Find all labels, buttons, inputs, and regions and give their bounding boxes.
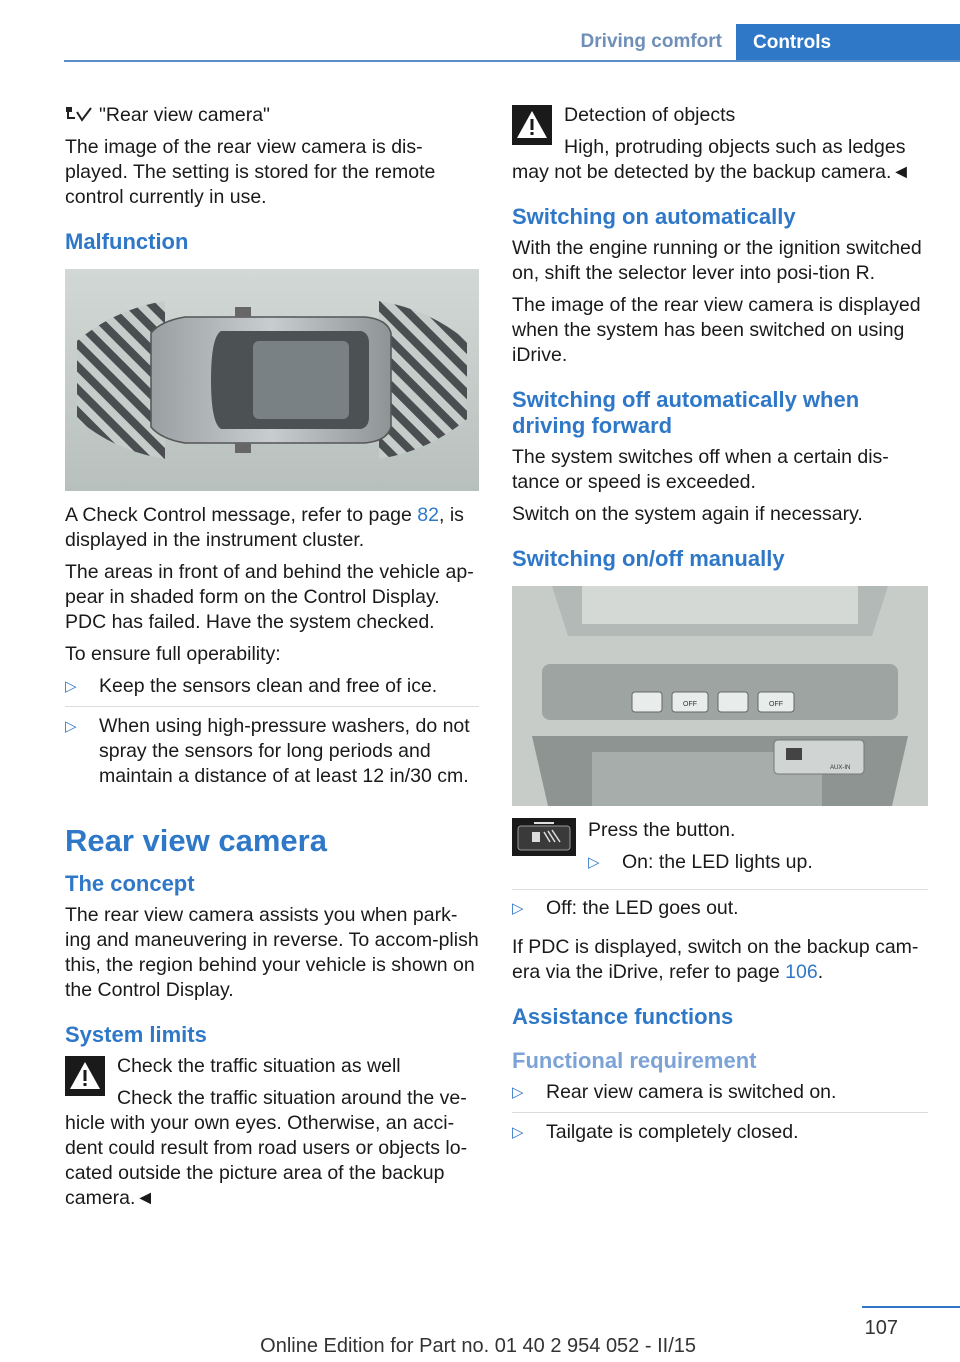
page-link-106[interactable]: 106 [785, 961, 818, 983]
list-item-text: On: the LED lights up. [622, 851, 813, 873]
malfunction-check-control [65, 503, 479, 553]
menu-item-line [65, 103, 479, 128]
concept-text: The rear view camera assists you when park-ing and maneuvering in reverse. To accom-plish this, the region behind your vehicle is shown on the Control Display. [65, 904, 479, 1001]
list-item [512, 1120, 928, 1152]
list-item [512, 896, 928, 928]
triangle-bullet-icon [588, 850, 600, 875]
auto-on-heading: Switching on automatically [512, 204, 796, 229]
list-item-text: Off: the LED goes out. [546, 897, 739, 919]
pdc-text-b: . [817, 961, 824, 983]
page-header [64, 24, 960, 62]
triangle-bullet-icon [512, 896, 524, 921]
warning-traffic [65, 1054, 479, 1211]
warning-triangle-icon [65, 1056, 105, 1096]
warning-detection [512, 103, 928, 185]
console-btn-label: OFF [683, 701, 697, 708]
console-figure [512, 586, 928, 806]
header-chapter-tab: Controls [736, 24, 960, 62]
section-heading-rear-view-camera: Rear view camera [65, 823, 327, 858]
list-item [588, 850, 928, 882]
auto-off-text-1: The system switches off when a certain dis-tance or speed is exceeded. [512, 446, 889, 493]
list-item [65, 714, 479, 796]
auto-on-text-2: The image of the rear view camera is displayed when the system has been switched on using iDrive. [512, 294, 921, 366]
malfunction-areas-text: The areas in front of and behind the vehicle ap-pear in shaded form on the Control Display. PDC has failed. Have the system checked. [65, 561, 474, 633]
header-section-title: Driving comfort [580, 31, 722, 52]
console-btn-label: OFF [769, 701, 783, 708]
system-limits-heading: System limits [65, 1022, 207, 1047]
malfunction-text-a: A Check Control message, refer to page [65, 504, 418, 526]
pdc-button-icon [512, 818, 576, 856]
press-button-text: Press the button. [588, 819, 736, 841]
list-item-text: When using high-pressure washers, do not spray the sensors for long periods and maintain a distance of at least 12 in/30 cm. [99, 715, 470, 787]
page-number: 107 [864, 1317, 898, 1339]
list-item [65, 674, 479, 707]
manual-heading: Switching on/off manually [512, 546, 785, 571]
ensure-operability: To ensure full operability: [65, 643, 281, 665]
console-aux-label: AUX-IN [830, 765, 851, 771]
center-console-illustration [512, 586, 928, 806]
footer-rule [862, 1306, 960, 1308]
list-item-text: Tailgate is completely closed. [546, 1121, 799, 1143]
warning-triangle-icon [512, 105, 552, 145]
functional-requirement-heading: Functional requirement [512, 1048, 757, 1073]
operability-list [65, 674, 479, 796]
triangle-bullet-icon [65, 714, 77, 739]
list-item-text: Rear view camera is switched on. [546, 1081, 837, 1103]
warning-title: Check the traffic situation as well [117, 1055, 401, 1077]
malfunction-heading: Malfunction [65, 229, 189, 254]
pdc-car-figure [65, 269, 479, 491]
page-footer [0, 1300, 960, 1362]
pdc-displayed-text [512, 935, 928, 985]
warning-title: Detection of objects [564, 104, 736, 126]
left-column [65, 103, 479, 1218]
triangle-bullet-icon [512, 1120, 524, 1145]
assistance-heading: Assistance functions [512, 1004, 734, 1029]
auto-on-text-1: With the engine running or the ignition switched on, shift the selector lever into posi-tion R. [512, 237, 922, 284]
page-link-82[interactable]: 82 [417, 504, 439, 526]
warning-text: Check the traffic situation around the ve-hicle with your own eyes. Otherwise, an acci-dent could result from road users or objects lo-cated outside the picture area of the backup camera.◄ [65, 1087, 468, 1209]
warning-text: High, protruding objects such as ledges may not be detected by the backup camera.◄ [512, 136, 911, 183]
triangle-bullet-icon [512, 1080, 524, 1105]
header-rule [64, 60, 960, 62]
requirement-list [512, 1080, 928, 1152]
list-item-text: Keep the sensors clean and free of ice. [99, 675, 438, 697]
concept-heading: The concept [65, 871, 195, 896]
menu-item-label: "Rear view camera" [99, 104, 270, 126]
auto-off-text-2: Switch on the system again if necessary. [512, 503, 863, 525]
list-item [512, 1080, 928, 1113]
led-off-list [512, 889, 928, 928]
auto-off-heading: Switching off automatically when driving forward [512, 387, 860, 438]
right-column [512, 103, 928, 1159]
menu-description: The image of the rear view camera is dis-played. The setting is stored for the remote control currently in use. [65, 136, 436, 208]
led-on-list [588, 850, 928, 882]
triangle-bullet-icon [65, 674, 77, 699]
malfunction-text-b: , is displayed in the instrument cluster. [65, 504, 464, 551]
pdc-shaded-areas-illustration [65, 269, 479, 491]
button-instruction [512, 818, 928, 889]
pdc-text-a: If PDC is displayed, switch on the backup cam-era via the iDrive, refer to page [512, 936, 919, 983]
edition-text: Online Edition for Part no. 01 40 2 954 052 - II/15 [260, 1335, 696, 1357]
rear-camera-menu-icon [65, 104, 93, 124]
